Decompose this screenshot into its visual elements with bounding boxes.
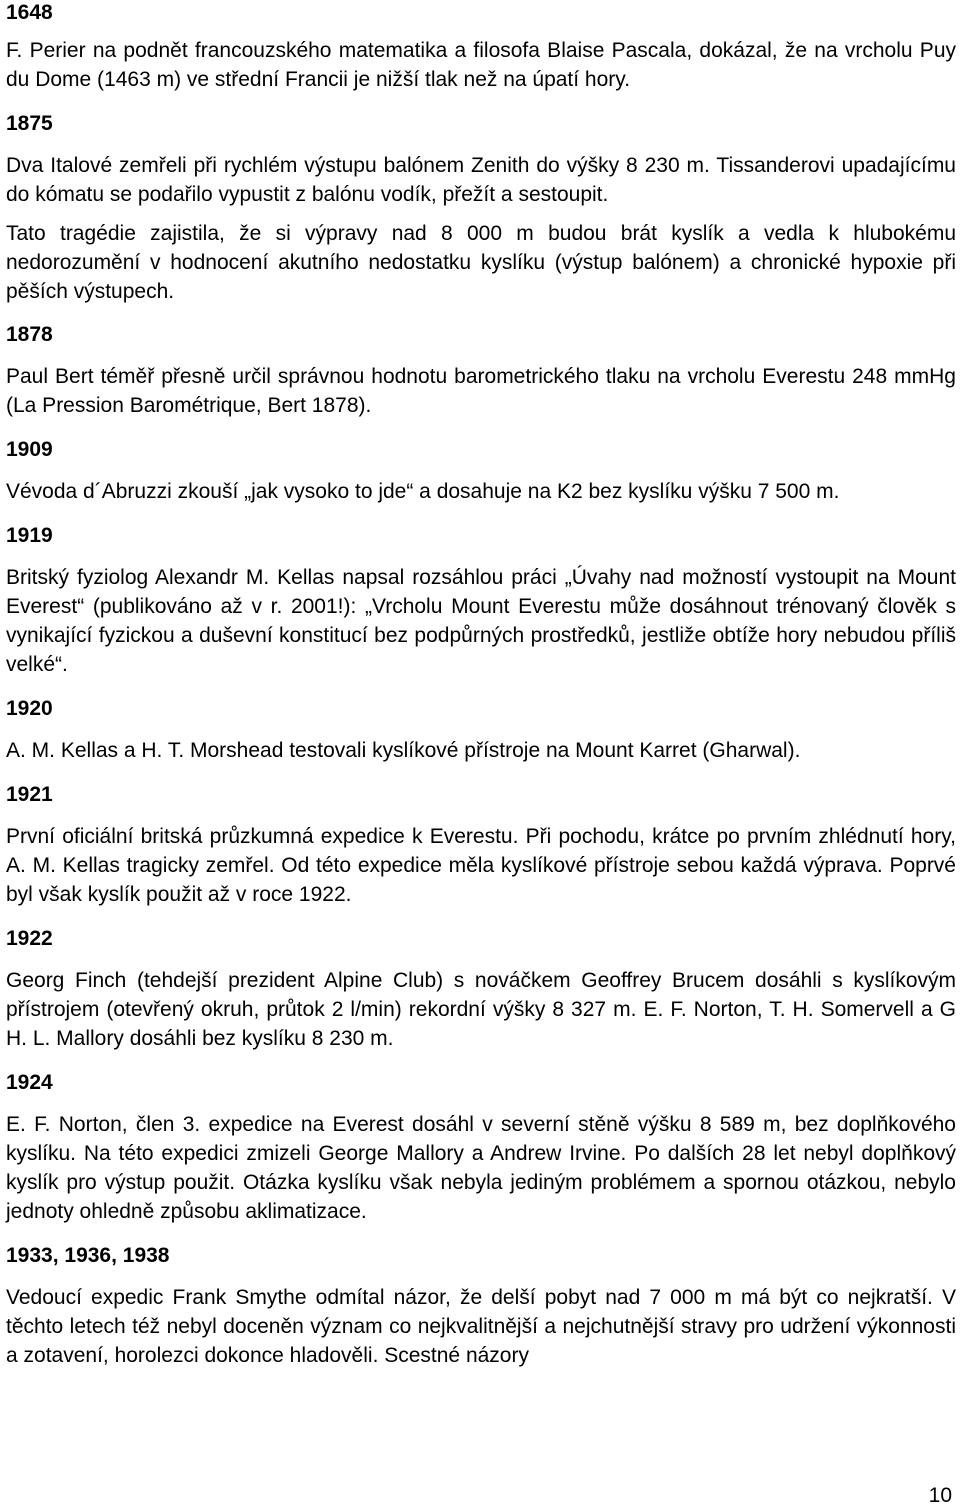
entry-paragraph: Tato tragédie zajistila, že si výpravy nad 8 000 m budou brát kyslík a vedla k hlubokému nedorozumění v hodnocení akutního nedostatku kyslíku (výstup balónem) a chronické hypoxie při pěších výstupech. [6,222,956,303]
entry-1909 [6,437,956,506]
entry-paragraph: F. Perier na podnět francouzského matematika a filosofa Blaise Pascala, dokázal, že na vrcholu Puy du Dome (1463 m) ve střední Francii je nižší tlak než na úpatí hory. [6,39,956,91]
entry-1919 [6,523,956,679]
entry-paragraph: Vévoda d´Abruzzi zkouší „jak vysoko to jde“ a dosahuje na K2 bez kyslíku výšku 7 500 m. [6,480,840,503]
year-heading: 1919 [6,524,53,547]
entry-paragraph: Vedoucí expedic Frank Smythe odmítal názor, že delší pobyt nad 7 000 m má být co nejkratší. V těchto letech též nebyl doceněn význam co nejkvalitnější a nejchutnější stravy pro udržení výkonnosti a zotavení, horolezci dokonce hladověli. Scestné názory [6,1286,956,1367]
entry-1920 [6,696,956,765]
entry-1924 [6,1070,956,1226]
entry-1921 [6,782,956,909]
year-heading: 1878 [6,323,53,346]
entry-paragraph: Georg Finch (tehdejší prezident Alpine Club) s nováčkem Geoffrey Brucem dosáhli s kyslíkovým přístrojem (otevřený okruh, průtok 2 l/min) rekordní výšky 8 327 m. E. F. Norton, T. H. Somervell a G H. L. Mallory dosáhli bez kyslíku 8 230 m. [6,969,956,1050]
entry-paragraph: A. M. Kellas a H. T. Morshead testovali kyslíkové přístroje na Mount Karret (Gharwal). [6,739,801,762]
year-heading: 1875 [6,112,53,135]
entry-paragraph: První oficiální britská průzkumná expedice k Everestu. Při pochodu, krátce po prvním zhlédnutí hory, A. M. Kellas tragicky zemřel. Od této expedice měla kyslíkové přístroje sebou každá výprava. Poprvé byl však kyslík použit až v roce 1922. [6,825,956,906]
entry-paragraph: E. F. Norton, člen 3. expedice na Everest dosáhl v severní stěně výšku 8 589 m, bez doplňkového kyslíku. Na této expedici zmizeli George Mallory a Andrew Irvine. Po dalších 28 let nebyl doplňkový kyslík pro výstup použit. Otázka kyslíku však nebyla jediným problémem a spornou otázkou, nebylo jednoty ohledně způsobu aklimatizace. [6,1113,956,1223]
entry-paragraph: Britský fyziolog Alexandr M. Kellas napsal rozsáhlou práci „Úvahy nad možností vystoupit na Mount Everest“ (publikováno až v r. 2001!): „Vrcholu Mount Everestu může dosáhnout trénovaný člověk s vynikající fyzickou a duševní konstitucí bez podpůrných prostředků, jestliže obtíže hory nebudou příliš velké“. [6,566,956,676]
document-body [6,0,956,1370]
entry-1922 [6,926,956,1053]
year-heading: 1920 [6,697,53,720]
entry-1875 [6,111,956,306]
year-heading: 1921 [6,783,53,806]
year-heading: 1924 [6,1071,53,1094]
page-number: 10 [928,1484,952,1507]
entry-paragraph: Paul Bert téměř přesně určil správnou hodnotu barometrického tlaku na vrcholu Everestu 248 mmHg (La Pression Barométrique, Bert 1878). [6,365,956,417]
year-heading: 1922 [6,927,53,950]
entry-paragraph: Dva Italové zemřeli při rychlém výstupu balónem Zenith do výšky 8 230 m. Tissanderovi upadajícímu do kómatu se podařilo vypustit z balónu vodík, přežít a sestoupit. [6,154,956,206]
entry-1648 [6,0,956,94]
year-heading: 1648 [6,1,53,24]
entry-1933-1936-1938 [6,1243,956,1370]
entry-1878 [6,322,956,420]
year-heading: 1909 [6,438,53,461]
year-heading: 1933, 1936, 1938 [6,1244,170,1267]
